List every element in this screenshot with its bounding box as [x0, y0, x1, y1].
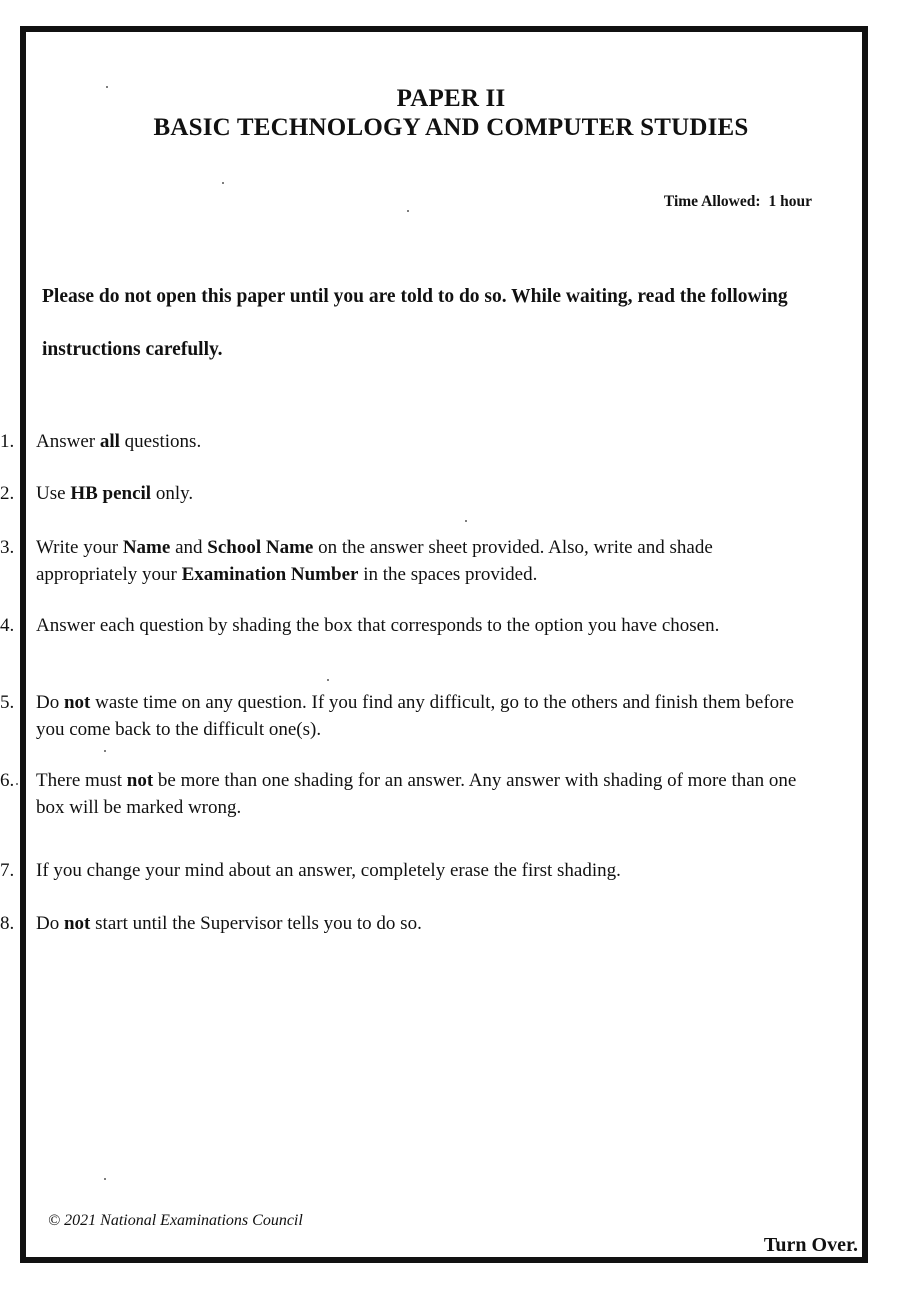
instruction-text: There must not be more than one shading for an answer. Any answer with shading of more than one box will be marked wrong. — [36, 770, 797, 818]
instruction-text: Answer each question by shading the box that corresponds to the option you have chosen. — [36, 615, 720, 636]
instruction-text: Use HB pencil only. — [36, 483, 194, 504]
instruction-item — [0, 480, 800, 507]
time-allowed-label: Time Allowed: — [663, 193, 761, 210]
instruction-number: 7. — [0, 860, 15, 881]
scan-speck — [407, 210, 409, 212]
instruction-text: Do not waste time on any question. If you find any difficult, go to the others and finish them before you come back to the difficult one(s). — [36, 692, 794, 740]
instruction-item — [0, 612, 800, 639]
instruction-number: 1. — [0, 431, 15, 452]
instructions-warning: Please do not open this paper until you are told to do so. While waiting, read the following instructions carefully. — [42, 286, 788, 360]
scan-speck — [104, 750, 106, 752]
instruction-number: 4. — [0, 615, 15, 636]
instruction-text: Write your Name and School Name on the answer sheet provided. Also, write and shade appropriately your Examination Number in the spaces provided. — [36, 537, 713, 585]
instruction-number: 6. — [0, 770, 15, 791]
instruction-number: 5. — [0, 692, 15, 713]
instruction-item — [0, 428, 800, 455]
paper-number-title: PAPER II — [396, 85, 506, 112]
instruction-item — [0, 910, 800, 937]
scan-speck — [465, 520, 467, 522]
instruction-item — [0, 767, 800, 821]
scan-speck — [106, 86, 108, 88]
scan-speck — [222, 182, 224, 184]
instruction-number: 8. — [0, 913, 15, 934]
scan-speck — [16, 783, 18, 785]
instruction-text: Do not start until the Supervisor tells you to do so. — [36, 913, 422, 934]
scan-speck — [104, 1178, 106, 1180]
instruction-text: If you change your mind about an answer, completely erase the first shading. — [36, 860, 621, 881]
time-allowed-value: 1 hour — [768, 193, 812, 210]
instruction-number: 2. — [0, 483, 15, 504]
time-allowed — [664, 192, 812, 212]
copyright-notice: © 2021 National Examinations Council — [48, 1212, 303, 1229]
scan-speck — [327, 679, 329, 681]
instruction-number: 3. — [0, 537, 15, 558]
instruction-item — [0, 534, 800, 588]
subject-title: BASIC TECHNOLOGY AND COMPUTER STUDIES — [153, 114, 749, 141]
turn-over-label: Turn Over. — [763, 1234, 858, 1256]
instruction-text: Answer all questions. — [36, 431, 202, 452]
instruction-item — [0, 689, 800, 743]
instruction-item — [0, 857, 800, 884]
